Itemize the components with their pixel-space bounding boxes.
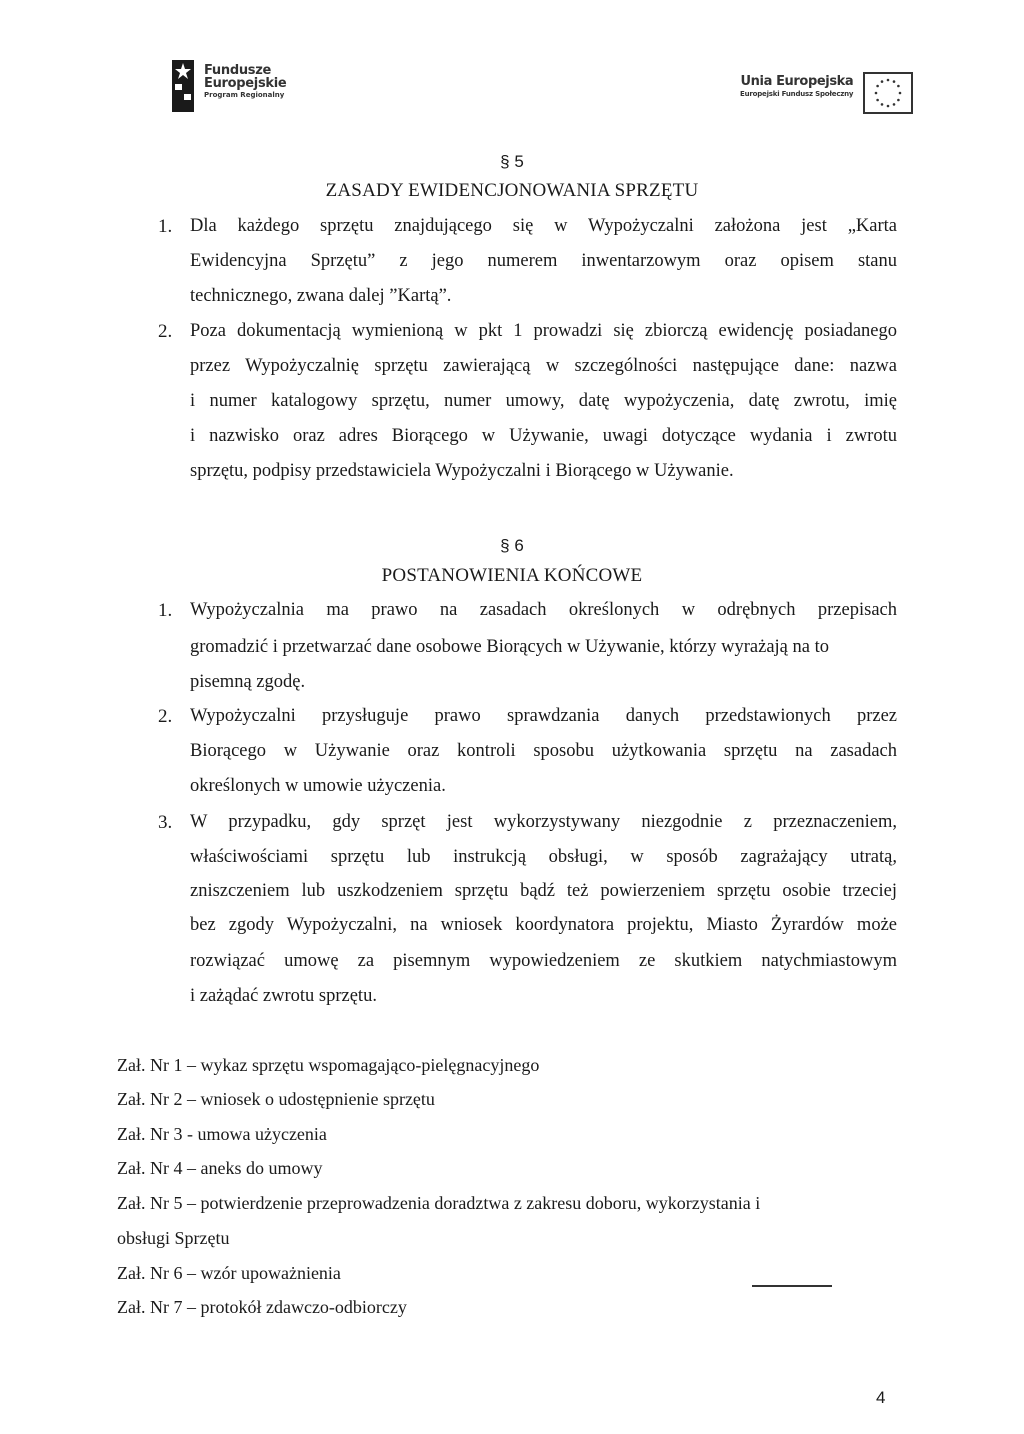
s5-item2-line2: przez Wypożyczalnię sprzętu zawierającą w szczególności następujące dane: nazwa [190,356,897,376]
s6-item3-line6: i zażądać zwrotu sprzętu. [190,986,377,1006]
eu-flag-icon [863,72,913,114]
page-number: 4 [876,1388,886,1407]
section-5-number: § 5 [500,152,524,171]
fe-logo-text [204,64,286,100]
annex-5-line2: obsługi Sprzętu [117,1228,230,1248]
annex-5-line1: Zał. Nr 5 – potwierdzenie przeprowadzenia doradztwa z zakresu doboru, wykorzystania i [117,1193,761,1213]
s6-item3-line4: bez zgody Wypożyczalni, na wniosek koordynatora projektu, Miasto Żyrardów może [190,915,897,935]
s5-item1-line2: Ewidencyjna Sprzętu” z jego numerem inwentarzowym oraz opisem stanu [190,251,897,271]
section-5-title: ZASADY EWIDENCJONOWANIA SPRZĘTU [325,180,699,201]
fe-logo-line3: Program Regionalny [204,91,285,99]
ue-logo-line2: Europejski Fundusz Społeczny [740,90,854,98]
s6-item1-num: 1. [158,600,173,621]
s5-item1-line1: Dla każdego sprzętu znajdującego się w Wypożyczalni założona jest „Karta [190,216,897,236]
s6-item3-line3: zniszczeniem lub uszkodzeniem sprzętu bądź też powierzeniem sprzętu osobie trzeciej [190,881,897,901]
s5-item2-line1: Poza dokumentacją wymienioną w pkt 1 prowadzi się zbiorczą ewidencję posiadanego [190,321,897,341]
annex-2: Zał. Nr 2 – wniosek o udostępnienie sprzętu [117,1089,435,1109]
s6-item2-line2: Biorącego w Używanie oraz kontroli sposobu użytkowania sprzętu na zasadach [190,741,897,761]
annex-4: Zał. Nr 4 – aneks do umowy [117,1158,323,1178]
s6-item2-line1: Wypożyczalni przysługuje prawo sprawdzania danych przedstawionych przez [190,706,897,726]
s6-item3-line2: właściwościami sprzętu lub instrukcją obsługi, w sposób zagrażający utratą, [190,847,897,867]
ue-logo-text [740,75,853,100]
section-6-number: § 6 [500,536,524,555]
s5-item2-line3: i numer katalogowy sprzętu, numer umowy, datę wypożyczenia, datę zwrotu, imię [190,391,897,411]
annex-1: Zał. Nr 1 – wykaz sprzętu wspomagająco-pielęgnacyjnego [117,1055,540,1075]
s5-item1-num: 1. [158,216,173,237]
signature-line [752,1285,832,1287]
s5-item2-num: 2. [158,321,173,342]
fundusze-europejskie-logo [172,60,286,112]
s6-item3-line1: W przypadku, gdy sprzęt jest wykorzystywany niezgodnie z przeznaczeniem, [190,812,897,832]
s6-item1-line2: gromadzić i przetwarzać dane osobowe Biorących w Używanie, którzy wyrażają na to [190,637,829,657]
s6-item3-num: 3. [158,812,173,833]
s5-item2-line4: i nazwisko oraz adres Biorącego w Używanie, uwagi dotyczące wydania i zwrotu [190,426,897,446]
s5-item2-line5: sprzętu, podpisy przedstawiciela Wypożyczalni i Biorącego w Używanie. [190,461,734,481]
annex-7: Zał. Nr 7 – protokół zdawczo-odbiorczy [117,1297,407,1317]
s6-item2-num: 2. [158,706,173,727]
s6-item2-line3: określonych w umowie użyczenia. [190,776,446,796]
section-6-title: POSTANOWIENIA KOŃCOWE [381,565,643,586]
fe-logo-line1: Fundusze [204,63,272,78]
s6-item3-line5: rozwiązać umowę za pisemnym wypowiedzeniem ze skutkiem natychmiastowym [190,951,897,971]
ue-logo-line1: Unia Europejska [740,74,854,89]
fe-flag-icon [172,60,194,112]
annex-6: Zał. Nr 6 – wzór upoważnienia [117,1263,341,1283]
s5-item1-line3: technicznego, zwana dalej ”Kartą”. [190,286,452,306]
s6-item1-line1: Wypożyczalnia ma prawo na zasadach określonych w odrębnych przepisach [190,600,897,620]
annex-3: Zał. Nr 3 - umowa użyczenia [117,1124,327,1144]
unia-europejska-logo [740,72,913,114]
s6-item1-line3: pisemną zgodę. [190,672,306,692]
fe-logo-line2: Europejskie [204,76,287,91]
